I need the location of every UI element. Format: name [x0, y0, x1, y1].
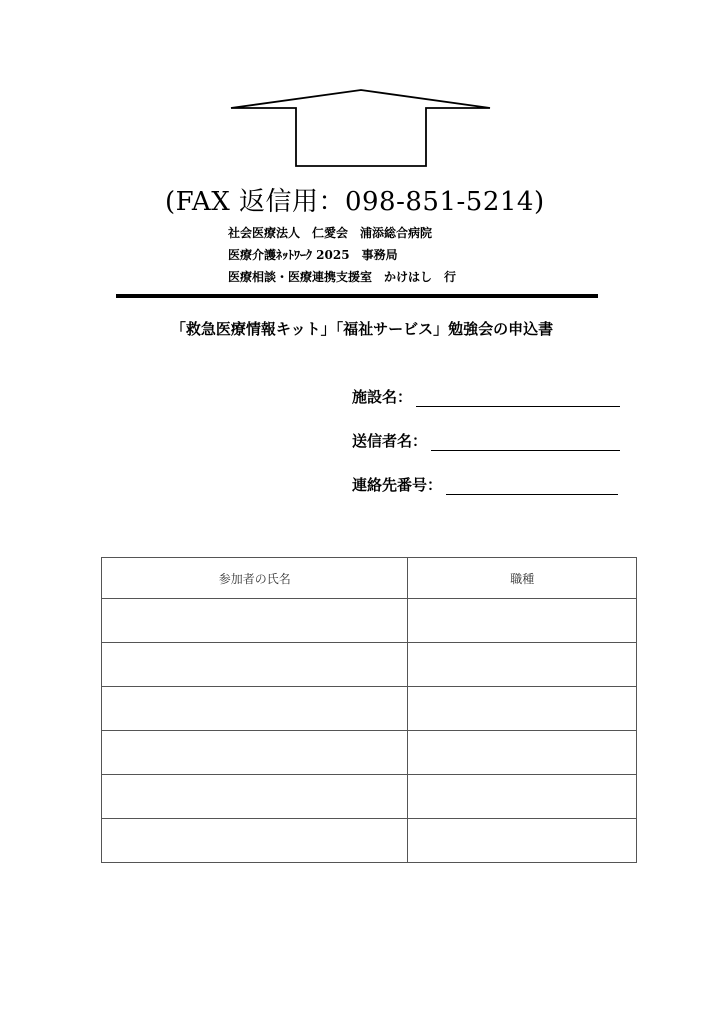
contact-number-input-line[interactable]	[446, 480, 618, 495]
job-type-header: 職種	[408, 558, 637, 599]
participants-table	[101, 557, 637, 863]
recipient-department: 医療相談・医療連携支援室 かけはし 行	[228, 270, 457, 284]
recipient-office: 医療介護ﾈｯﾄﾜｰｸ 2025 事務局	[228, 248, 398, 262]
document-title: 「救急医療情報キット」「福祉サービス」勉強会の申込書	[170, 320, 554, 338]
participant-name-cell[interactable]	[102, 775, 408, 819]
job-type-cell[interactable]	[408, 819, 637, 863]
contact-number-field[interactable]	[352, 474, 618, 495]
participant-name-cell[interactable]	[102, 687, 408, 731]
recipient-hospital: 社会医療法人 仁愛会 浦添総合病院	[228, 226, 433, 240]
participant-name-cell[interactable]	[102, 731, 408, 775]
facility-name-input-line[interactable]	[416, 392, 620, 407]
participant-name-cell[interactable]	[102, 599, 408, 643]
recipient-address	[228, 222, 456, 288]
facility-name-field[interactable]	[352, 386, 620, 407]
job-type-cell[interactable]	[408, 599, 637, 643]
participant-name-header: 参加者の氏名	[102, 558, 408, 599]
table-header-row	[102, 558, 637, 599]
table-row	[102, 775, 637, 819]
arrow-up-icon	[230, 88, 492, 170]
job-type-cell[interactable]	[408, 775, 637, 819]
contact-number-label: 連絡先番号：	[352, 476, 443, 494]
job-type-cell[interactable]	[408, 643, 637, 687]
header-divider	[116, 294, 598, 298]
table-row	[102, 687, 637, 731]
participant-name-cell[interactable]	[102, 819, 408, 863]
facility-name-label: 施設名：	[352, 388, 413, 406]
fax-number-heading: (FAX 返信用：098-851-5214)	[165, 187, 545, 217]
table-row	[102, 731, 637, 775]
sender-name-field[interactable]	[352, 430, 620, 451]
participant-name-cell[interactable]	[102, 643, 408, 687]
sender-name-label: 送信者名：	[352, 432, 428, 450]
sender-name-input-line[interactable]	[431, 436, 620, 451]
job-type-cell[interactable]	[408, 731, 637, 775]
table-row	[102, 599, 637, 643]
table-row	[102, 819, 637, 863]
job-type-cell[interactable]	[408, 687, 637, 731]
table-row	[102, 643, 637, 687]
